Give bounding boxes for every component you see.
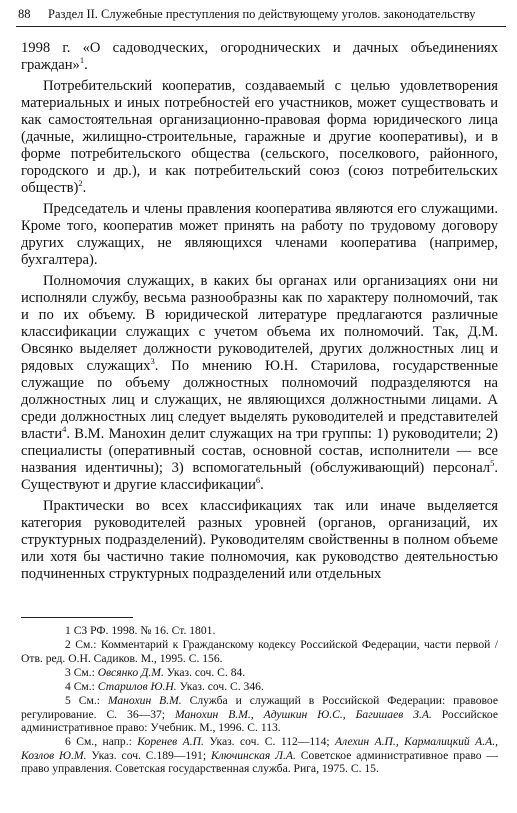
footnote-author: Коренев А.П. [137, 735, 204, 749]
footnote-text: См.: Комментарий к Гражданскому кодексу Российской Федерации, части первой / Отв. ред. О.Н. Садиков. М., 1995. С. 156. [21, 638, 498, 665]
footnote-author: Алехин А.П., Кармалицкий А.А., Козлов Ю.М. [21, 735, 499, 762]
paragraph-3 [21, 201, 498, 269]
footnote-number: 2 [65, 638, 71, 652]
footnote-number: 1 [65, 624, 71, 637]
paragraph-text: Практически во всех классификациях так или иначе выделяется категория руководителей разных уровней (органов, организаций, их структурных подразделений). Руководителям свойственны в полном объеме или хотя бы частично такие полномочия, как руководство деятельностью подчиненных структурных подразделений или отдельных [21, 498, 498, 582]
footnote [21, 666, 498, 679]
footnote-text: Советское административное право — право управления. Советская государственная служба. Рига, 1975. С. 15. [21, 748, 498, 775]
footnote [21, 735, 498, 775]
footnote-text: СЗ РФ. 1998. № 16. Ст. 1801. [73, 624, 216, 637]
paragraph-tail: . [82, 180, 87, 196]
paragraph-text: 1998 г. «О садоводческих, огороднических и дачных объединениях граждан» [21, 40, 498, 73]
footnote-ref: 3 [150, 356, 155, 367]
footnote-number: 4 [65, 680, 71, 694]
paragraph-tail: . [84, 57, 88, 73]
main-text [21, 40, 498, 587]
footnote-text: См.: [73, 665, 98, 679]
running-title: Раздел II. Служебные преступления по действующему уголов. законодательству [48, 7, 476, 21]
footnotes [21, 624, 498, 776]
footnote-ref: 6 [255, 475, 261, 486]
footnote-text: Указ. соч. С. 346. [176, 680, 264, 694]
footnote-text: См., напр.: [76, 735, 138, 749]
footnote-text: Служба и служащий в Российской Федерации: правовое регулирование. С. 36—37; [21, 694, 498, 721]
footnote-rule [21, 617, 133, 618]
footnote [21, 624, 498, 637]
footnote-author: Манохин В.М. [107, 694, 182, 708]
footnote [21, 694, 498, 734]
footnote-text: См.: [78, 694, 108, 708]
paragraph-1 [21, 40, 498, 74]
footnote-number: 5 [65, 694, 71, 708]
paragraph-2 [21, 78, 498, 197]
footnote-text: Указ. соч. С. 84. [163, 665, 246, 679]
footnote-ref: 1 [79, 55, 85, 66]
footnote-author: Манохин В.М., Адушкин Ю.С., Багишаев З.А. [174, 707, 432, 721]
footnote [21, 680, 498, 693]
footnote-author: Овсянко Д.М. [97, 665, 164, 679]
paragraph-text: . В.М. Манохин делит служащих на три группы: 1) руководители; 2) специалисты (оперативный состав, основной состав, исполнители — все названия идентичны); 3) вспомогательный (обслуживающий) персонал [21, 426, 498, 476]
footnote-number: 3 [65, 665, 71, 679]
footnote-author: Старилов Ю.Н. [97, 680, 177, 694]
running-header [18, 6, 506, 22]
footnote-text: Указ. соч. С.189—191; [86, 748, 211, 762]
paragraph-tail: . [260, 477, 264, 493]
paragraph-text: . Существуют и другие классификации [21, 460, 498, 493]
footnote-ref: 2 [78, 178, 83, 189]
footnote-ref: 4 [62, 424, 67, 435]
paragraph-5 [21, 498, 498, 583]
footnote-text: Указ. соч. С. 112—114; [203, 735, 336, 749]
paragraph-4 [21, 273, 498, 494]
paragraph-text: Полномочия служащих, в каких бы органах или организациях они ни исполняли службу, весьма разнообразны как по характеру полномочий, так и по их объему. В юридической литературе предлагаются различные классификации служащих с учетом объема их полномочий. Так, Д.М. Овсянко выделяет должности руководителей, других должностных лиц и рядовых служащих [21, 273, 498, 374]
paragraph-text: Потребительский кооператив, создаваемый с целью удовлетворения материальных и иных потребностей его участников, может существовать и как самостоятельная организационно-правовая форма юридического лица (дачные, жилищно-строительные, гаражные и другие кооперативы), и в форме потребительского общества (сельского, поселкового, районного, городского и др.), и как потребительский союз (союз потребительских обществ) [21, 78, 498, 196]
footnote-number: 6 [65, 735, 71, 749]
paragraph-text: . По мнению Ю.Н. Старилова, государственные служащие по объему должностных полномочий подразделяются на должностных лиц и служащих, не являющихся должностными лицами. А среди должностных лиц следует выделять руководителей и представителей власти [21, 358, 498, 442]
footnote-text: Российское административное право: Учебник. М., 1996. С. 113. [21, 707, 498, 735]
footnote [21, 638, 498, 665]
paragraph-text: Председатель и члены правления кооператива являются его служащими. Кроме того, кооператив может принять на работу по трудовому договору других служащих, не являющихся членами кооператива (например, бухгалтера). [21, 201, 498, 268]
header-rule [16, 26, 506, 27]
footnote-author: Ключинская Л.А. [210, 748, 296, 762]
page-number: 88 [18, 7, 31, 21]
footnote-text: См.: [73, 680, 98, 694]
footnote-ref: 5 [490, 458, 495, 469]
